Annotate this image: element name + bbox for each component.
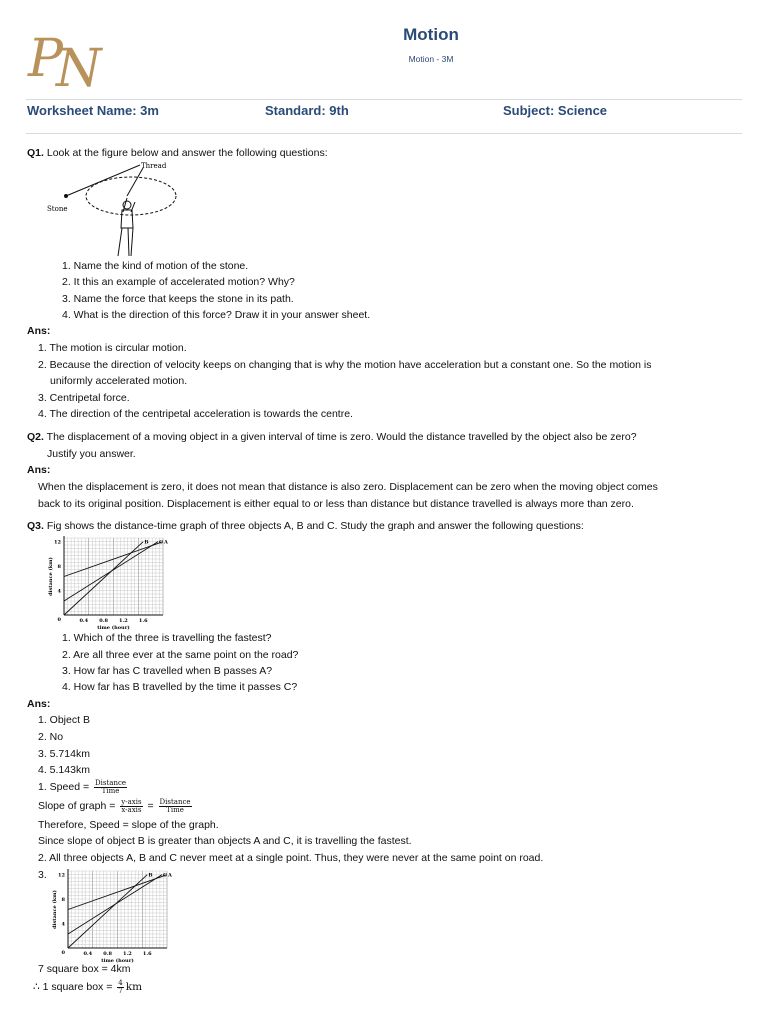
thread-label: Thread [141, 162, 167, 170]
y-tick-label: 12 [54, 539, 61, 546]
q2-text: The displacement of a moving object in a given interval of time is zero. Would the distance travelled by the object also be zero? [46, 431, 637, 443]
q3-answer: 4. 5.143km [38, 764, 90, 776]
y-tick-label: 4 [61, 921, 65, 928]
distance-time-chart [44, 533, 169, 633]
q1-answer: 3. Centripetal force. [38, 392, 130, 404]
series-label-c: C [159, 539, 164, 546]
fraction-numerator: Distance [159, 797, 191, 806]
q1-answer: 1. The motion is circular motion. [38, 342, 187, 354]
one-box-unit: km [125, 981, 143, 993]
standard: Standard: 9th [265, 103, 349, 118]
since-text: Since slope of object B is greater than objects A and C, it is travelling the fastest. [38, 835, 412, 847]
series-label-a: A [164, 539, 168, 546]
q2-ans-label: Ans: [27, 464, 51, 476]
divider [26, 133, 742, 134]
q2-answer: back to its original position. Displacement is either equal to or less than distance but distance travelled is always more than zero. [38, 498, 634, 510]
never-text: 2. All three objects A, B and C never meet at a single point. Thus, they were never at the same point on road. [38, 852, 544, 864]
origin-label: 0 [57, 617, 61, 623]
distance-time-chart [48, 866, 173, 966]
fraction-numerator: 4 [118, 978, 123, 987]
speed-prefix: 1. Speed = [38, 781, 90, 793]
series-label-b: B [148, 872, 153, 879]
q1-item: 1. Name the kind of motion of the stone. [62, 260, 249, 272]
y-axis-label: distance (km) [52, 890, 58, 929]
q1-answer: uniformly accelerated motion. [50, 375, 188, 387]
thread-line [127, 168, 143, 196]
x-tick-label: 1.6 [138, 618, 148, 624]
y-tick-label: 12 [58, 872, 65, 879]
q1-label: Q1. [27, 147, 44, 159]
q1-text: Look at the figure below and answer the following questions: [46, 147, 328, 159]
chart-grid [68, 871, 167, 948]
q3-answer: 2. No [38, 731, 64, 743]
answer-3-marker: 3. [38, 869, 47, 881]
x-tick-label: 1.2 [119, 618, 128, 624]
y-axis-label: distance (km) [48, 557, 54, 596]
series-label-c: C [163, 872, 168, 879]
stone-figure [45, 158, 180, 258]
q2-question [27, 431, 637, 444]
logo-p-glyph: P [28, 29, 63, 89]
one-box-fraction [117, 980, 123, 995]
square-box-text: 7 square box = 4km [38, 963, 131, 975]
page-title: Motion [403, 25, 459, 44]
one-box-formula [33, 978, 142, 996]
divider [26, 99, 742, 100]
q2-text-cont: Justify you answer. [47, 448, 136, 460]
chart-grid [64, 538, 163, 615]
q3-item: 3. How far has C travelled when B passes A? [62, 665, 273, 677]
q3-answer: 3. 5.714km [38, 748, 90, 760]
q1-item: 4. What is the direction of this force? Draw it in your answer sheet. [62, 309, 371, 321]
x-axis-label: time (hour) [97, 625, 130, 631]
slope-fraction [120, 799, 142, 814]
x-tick-label: 0.4 [79, 618, 89, 624]
q1-answer: 4. The direction of the centripetal acceleration is towards the centre. [38, 408, 353, 420]
subject: Subject: Science [503, 103, 608, 118]
slope-formula [38, 797, 194, 815]
speed-formula [38, 778, 129, 796]
x-axis-label: time (hour) [101, 958, 134, 964]
speed-fraction [159, 799, 192, 814]
x-tick-label: 0.8 [103, 951, 112, 957]
circular-path [86, 177, 176, 215]
q3-answer: 1. Object B [38, 714, 90, 726]
q3-item: 1. Which of the three is travelling the fastest? [62, 632, 272, 644]
equals-sign: = [147, 800, 154, 812]
slope-prefix: Slope of graph = [38, 800, 116, 812]
y-tick-label: 8 [61, 897, 65, 904]
fraction-denominator: Time [101, 786, 120, 795]
x-tick-label: 1.2 [123, 951, 132, 957]
logo-n-glyph: N [56, 39, 102, 92]
fraction-denominator: x-axis [121, 805, 142, 814]
q2-label: Q2. [27, 431, 44, 443]
therefore-text: Therefore, Speed = slope of the graph. [38, 819, 219, 831]
x-tick-label: 0.4 [83, 951, 93, 957]
series-label-b: B [144, 539, 149, 546]
q1-answer: 2. Because the direction of velocity keeps on changing that is why the motion have acceleration but a constant one. So the motion is [38, 359, 652, 371]
q1-item: 3. Name the force that keeps the stone in its path. [62, 293, 294, 305]
x-tick-label: 0.8 [99, 618, 108, 624]
fraction-denominator: Time [166, 805, 184, 814]
thread-line [66, 165, 140, 196]
q3-label: Q3. [27, 520, 44, 532]
q3-ans-label: Ans: [27, 698, 51, 710]
fraction-numerator: y-axis [121, 797, 142, 806]
speed-fraction [94, 780, 127, 795]
person-figure [118, 198, 135, 256]
q3-item: 4. How far has B travelled by the time it passes C? [62, 681, 298, 693]
stone-label: Stone [47, 205, 68, 213]
q3-question [27, 520, 584, 533]
origin-label: 0 [61, 950, 65, 956]
y-tick-label: 8 [57, 564, 61, 571]
page-subtitle: Motion - 3M [408, 54, 454, 64]
worksheet-name: Worksheet Name: 3m [27, 103, 159, 118]
stone-mark [64, 194, 68, 198]
q1-ans-label: Ans: [27, 325, 51, 337]
series-label-a: A [168, 872, 172, 879]
y-tick-label: 4 [57, 588, 61, 595]
q3-text: Fig shows the distance-time graph of three objects A, B and C. Study the graph and answer the following questions: [46, 520, 584, 532]
fraction-denominator: 7 [118, 986, 123, 995]
q3-item: 2. Are all three ever at the same point on the road? [62, 649, 299, 661]
one-box-prefix: ∴ 1 square box = [33, 981, 113, 993]
q1-item: 2. It this an example of accelerated motion? Why? [62, 276, 295, 288]
x-tick-label: 1.6 [142, 951, 152, 957]
fraction-numerator: Distance [95, 778, 127, 787]
q2-answer: When the displacement is zero, it does not mean that distance is also zero. Displacement can be zero when the moving object comes [38, 481, 658, 493]
